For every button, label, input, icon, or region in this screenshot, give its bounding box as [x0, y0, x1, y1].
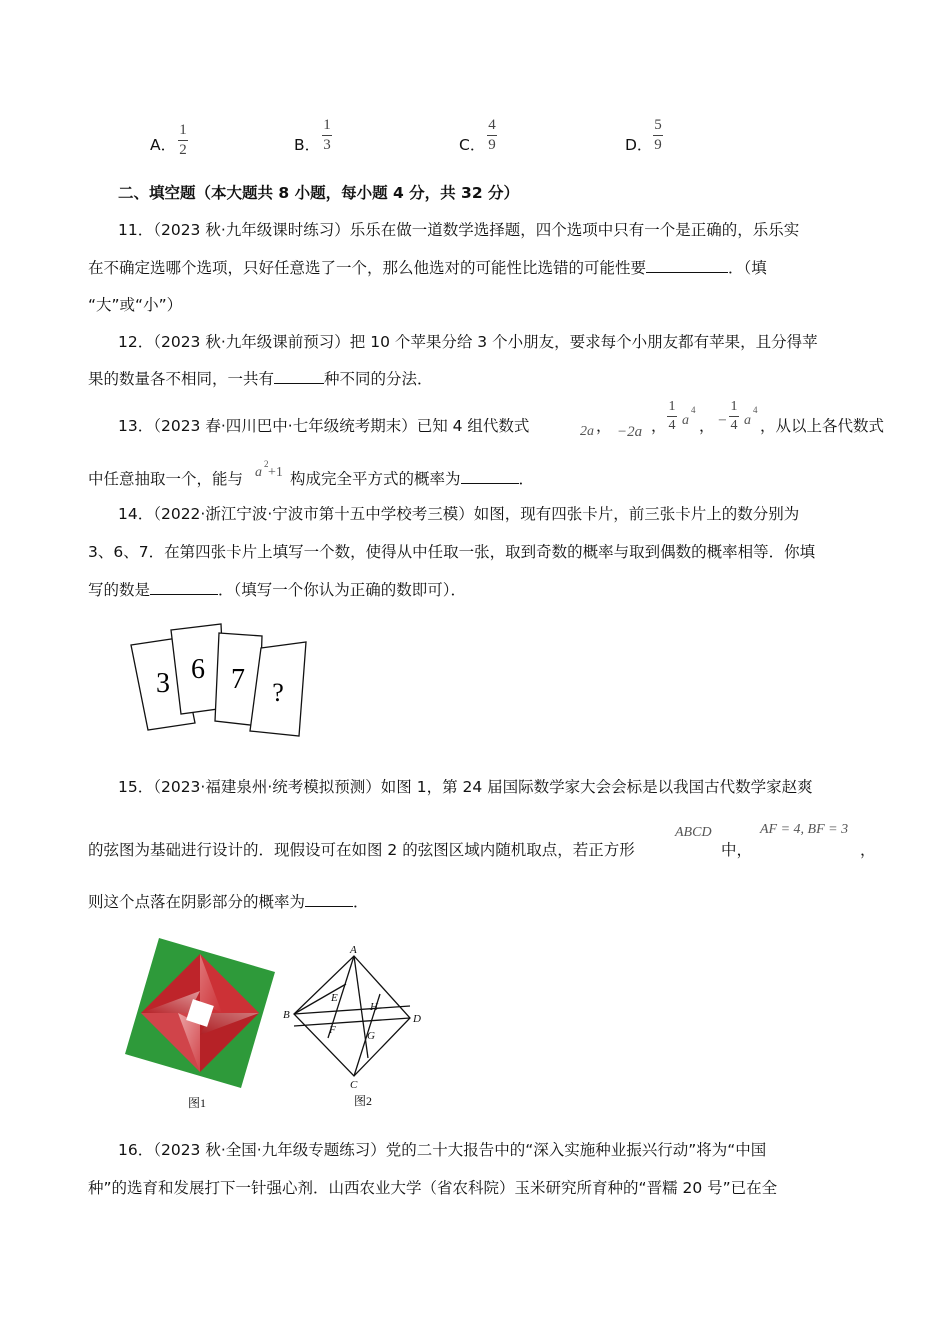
q13-fraction1 — [667, 400, 677, 433]
q13-fraction2-sign: − — [718, 412, 727, 429]
q11-line3: “大”或“小”） — [88, 296, 183, 314]
fig2-label-d: D — [413, 1013, 421, 1025]
q13-fraction1-exp: 4 — [691, 405, 696, 415]
q13-fraction1-var: a — [682, 413, 689, 428]
fig2-label-e: E — [331, 992, 338, 1004]
q12-line1: 12．（2023 秋·九年级课前预习）把 10 个苹果分给 3 个小朋友，要求每个小朋友都有苹果，且分得苹 — [118, 333, 818, 351]
fig2-label-c: C — [350, 1079, 358, 1090]
figure2-diagram — [280, 940, 430, 1090]
q13-fraction2 — [729, 400, 739, 433]
q15-text: 则这个点落在阴影部分的概率为 — [88, 893, 306, 911]
q13-line1-end: ，从以上各代数式 — [760, 417, 885, 435]
q15-line1: 15．（2023·福建泉州·统考模拟预测）如图 1，第 24 届国际数学家大会会标是以我国古代数学家赵爽 — [118, 778, 813, 796]
q13-sep2: ， — [651, 417, 667, 435]
q13-expr3-var: a — [255, 465, 262, 480]
q13-fraction2-var: a — [744, 413, 751, 428]
choice-a-numerator: 1 — [179, 122, 187, 138]
q11-line1: 11．（2023 秋·九年级课时练习）乐乐在做一道数学选择题，四个选项中只有一个是正确的，乐乐实 — [118, 221, 800, 239]
q15-line2-end: ， — [860, 841, 876, 859]
q14-line1: 14．（2022·浙江宁波·宁波市第十五中学校考三模）如图，现有四张卡片，前三张卡片上的数分别为 — [118, 505, 800, 523]
section-title: 二、填空题（本大题共 8 小题，每小题 4 分，共 32 分） — [118, 184, 520, 202]
choice-d-numerator: 5 — [654, 117, 662, 133]
q13-fraction1-den: 4 — [668, 418, 676, 433]
choice-a-fraction — [178, 123, 188, 158]
q14-text-end: ．（填写一个你认为正确的数即可）． — [218, 581, 467, 599]
q13-fraction2-den: 4 — [730, 418, 738, 433]
fig2-label-h: H — [370, 1001, 378, 1013]
q15-abcd: ABCD — [675, 825, 712, 840]
q11-text: 在不确定选哪个选项，只好任意选了一个，那么他选对的可能性比选错的可能性要 — [88, 259, 647, 277]
card-1-number: 3 — [156, 668, 170, 699]
fig2-label-f: F — [329, 1024, 336, 1036]
choice-b-fraction — [322, 118, 332, 153]
choice-a-denominator: 2 — [179, 142, 187, 158]
q13-answer-blank[interactable] — [461, 469, 519, 484]
choice-c-numerator: 4 — [488, 117, 496, 133]
q15-text-end: ． — [353, 893, 369, 911]
choice-c-label: C． — [459, 136, 486, 154]
choice-d-denominator: 9 — [654, 137, 662, 153]
q13-line1-start: 13．（2023 春·四川巴中·七年级统考期末）已知 4 组代数式 — [118, 417, 530, 435]
q13-expr3-rest: +1 — [268, 465, 283, 480]
choice-c-fraction — [487, 118, 497, 153]
q15-line3 — [88, 890, 369, 912]
fig2-label-g: G — [367, 1030, 375, 1042]
cards-figure — [128, 618, 318, 743]
choice-b-denominator: 3 — [323, 137, 331, 153]
q16-line1: 16．（2023 秋·全国·九年级专题练习）党的二十大报告中的“深入实施种业振兴行动”将为“中国 — [118, 1141, 767, 1159]
q15-line2-mid: 中， — [721, 841, 753, 859]
q12-answer-blank[interactable] — [274, 369, 324, 384]
q14-answer-blank[interactable] — [150, 580, 218, 595]
q11-line2 — [88, 256, 767, 278]
q14-line3 — [88, 578, 466, 600]
q16-line2: 种”的选育和发展打下一针强心剂．山西农业大学（省农科院）玉米研究所育种的“晋糯 20 号”已在全 — [88, 1179, 778, 1197]
fig2-label-b: B — [283, 1009, 290, 1021]
q13-fraction1-num: 1 — [668, 399, 676, 414]
q13-expr-neg2a: −2a — [617, 424, 643, 440]
card-3-number: 7 — [231, 664, 245, 695]
choice-d-fraction — [653, 118, 663, 153]
q13-fraction2-num: 1 — [730, 399, 738, 414]
q13-sep1: ， — [596, 417, 612, 435]
choice-b-numerator: 1 — [323, 117, 331, 133]
choice-b-label: B． — [294, 136, 321, 154]
q13-text-end: ． — [518, 470, 535, 488]
choice-a-label: A． — [150, 136, 177, 154]
q13-expr3-exp: 2 — [264, 459, 269, 469]
q14-line2: 3、6、7．在第四张卡片上填写一个数，使得从中任取一张，取到奇数的概率与取到偶数的概率相等．你填 — [88, 543, 816, 561]
q12-line2 — [88, 367, 433, 389]
q13-fraction2-exp: 4 — [753, 405, 758, 415]
fig2-label-a: A — [350, 944, 357, 956]
card-4-number: ? — [272, 678, 284, 707]
q11-answer-blank[interactable] — [646, 258, 728, 273]
q13-sep3: ， — [699, 417, 715, 435]
choice-d-label: D． — [625, 136, 653, 154]
figure2-caption: 图2 — [354, 1094, 373, 1108]
q13-expr-2a: 2a — [580, 424, 594, 439]
choice-c-denominator: 9 — [488, 137, 496, 153]
q12-text: 果的数量各不相同，一共有 — [88, 370, 275, 388]
q13-line2-start: 中任意抽取一个，能与 — [88, 470, 244, 488]
figure1-logo — [125, 938, 275, 1088]
q14-text: 写的数是 — [88, 581, 151, 599]
q15-answer-blank[interactable] — [305, 892, 353, 907]
q13-line2-mid — [290, 467, 534, 489]
q12-text-end: 种不同的分法． — [324, 370, 433, 388]
figure1-caption: 图1 — [188, 1096, 207, 1110]
q13-text: 构成完全平方式的概率为 — [290, 470, 461, 488]
q15-condition: AF = 4, BF = 3 — [760, 822, 849, 837]
card-2-number: 6 — [191, 654, 205, 685]
q15-line2-start: 的弦图为基础进行设计的．现假设可在如图 2 的弦图区域内随机取点，若正方形 — [88, 841, 635, 859]
q11-text-end: ．（填 — [728, 259, 767, 277]
